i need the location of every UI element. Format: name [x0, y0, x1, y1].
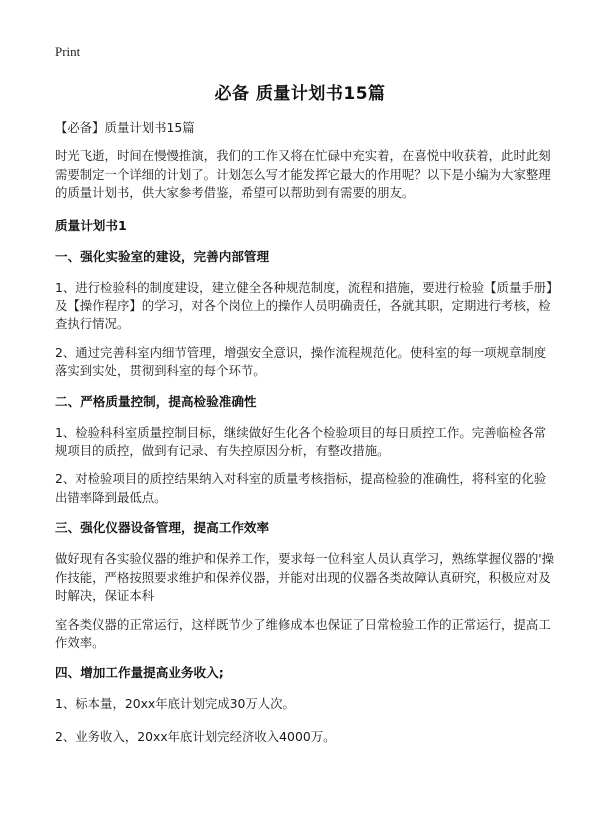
- section-4-paragraph-1: 1、标本量，20xx年底计划完成30万人次。: [55, 696, 295, 712]
- section-title: 质量计划书1: [55, 217, 127, 233]
- print-link[interactable]: Print: [55, 44, 81, 59]
- section-1-paragraph-2: 2、通过完善科室内细节管理，增强安全意识，操作流程规范化。使科室的每一项规章制度落实到实处，贯彻到科室的每个环节。: [55, 344, 547, 379]
- page-title: 必备 质量计划书15篇: [214, 84, 386, 104]
- section-3-paragraph-1: 做好现有各实验仪器的维护和保养工作，要求每一位科室人员认真学习，熟练掌握仪器的'操作技能，严格按照要求维护和保养仪器，并能对出现的仪器各类故障认真研究，积极应对及时解决，保证本科: [55, 551, 555, 604]
- section-4-paragraph-2: 2、业务收入，20xx年底计划完经济收入4000万。: [55, 728, 336, 744]
- section-2-paragraph-1: 1、检验科科室质量控制目标，继续做好生化各个检验项目的每日质控工作。完善临检各常规项目的质控，做到有记录、有失控原因分析，有整改措施。: [55, 424, 547, 459]
- section-1-heading: 一、强化实验室的建设，完善内部管理: [55, 248, 270, 264]
- section-3-paragraph-2: 室各类仪器的正常运行，这样既节少了维修成本也保证了日常检验工作的正常运行，提高工作效率。: [55, 616, 551, 650]
- document-subtitle: 【必备】质量计划书15篇: [55, 120, 195, 135]
- section-1-paragraph-1: 1、进行检验科的制度建设，建立健全各种规范制度，流程和措施，要进行检验【质量手册】及【操作程序】的学习，对各个岗位上的操作人员明确责任，各就其职，定期进行考核，检查执行情况。: [55, 279, 553, 332]
- document-body: [55, 119, 555, 756]
- section-3-heading: 三、强化仪器设备管理，提高工作效率: [55, 520, 270, 536]
- intro-paragraph: 时光飞逝，时间在慢慢推演，我们的工作又将在忙碌中充实着，在喜悦中收获着，此时此刻需要制定一个详细的计划了。计划怎么写才能发挥它最大的作用呢？以下是小编为大家整理的质量计划书，供大家参考借鉴，希望可以帮助到有需要的朋友。: [55, 148, 551, 201]
- section-2-paragraph-2: 2、对检验项目的质控结果纳入对科室的质量考核指标，提高检验的准确性，将科室的化验出错率降到最低点。: [55, 471, 547, 505]
- section-4-heading: 四、增加工作量提高业务收入;: [55, 665, 224, 681]
- section-2-heading: 二、严格质量控制，提高检验准确性: [55, 393, 257, 409]
